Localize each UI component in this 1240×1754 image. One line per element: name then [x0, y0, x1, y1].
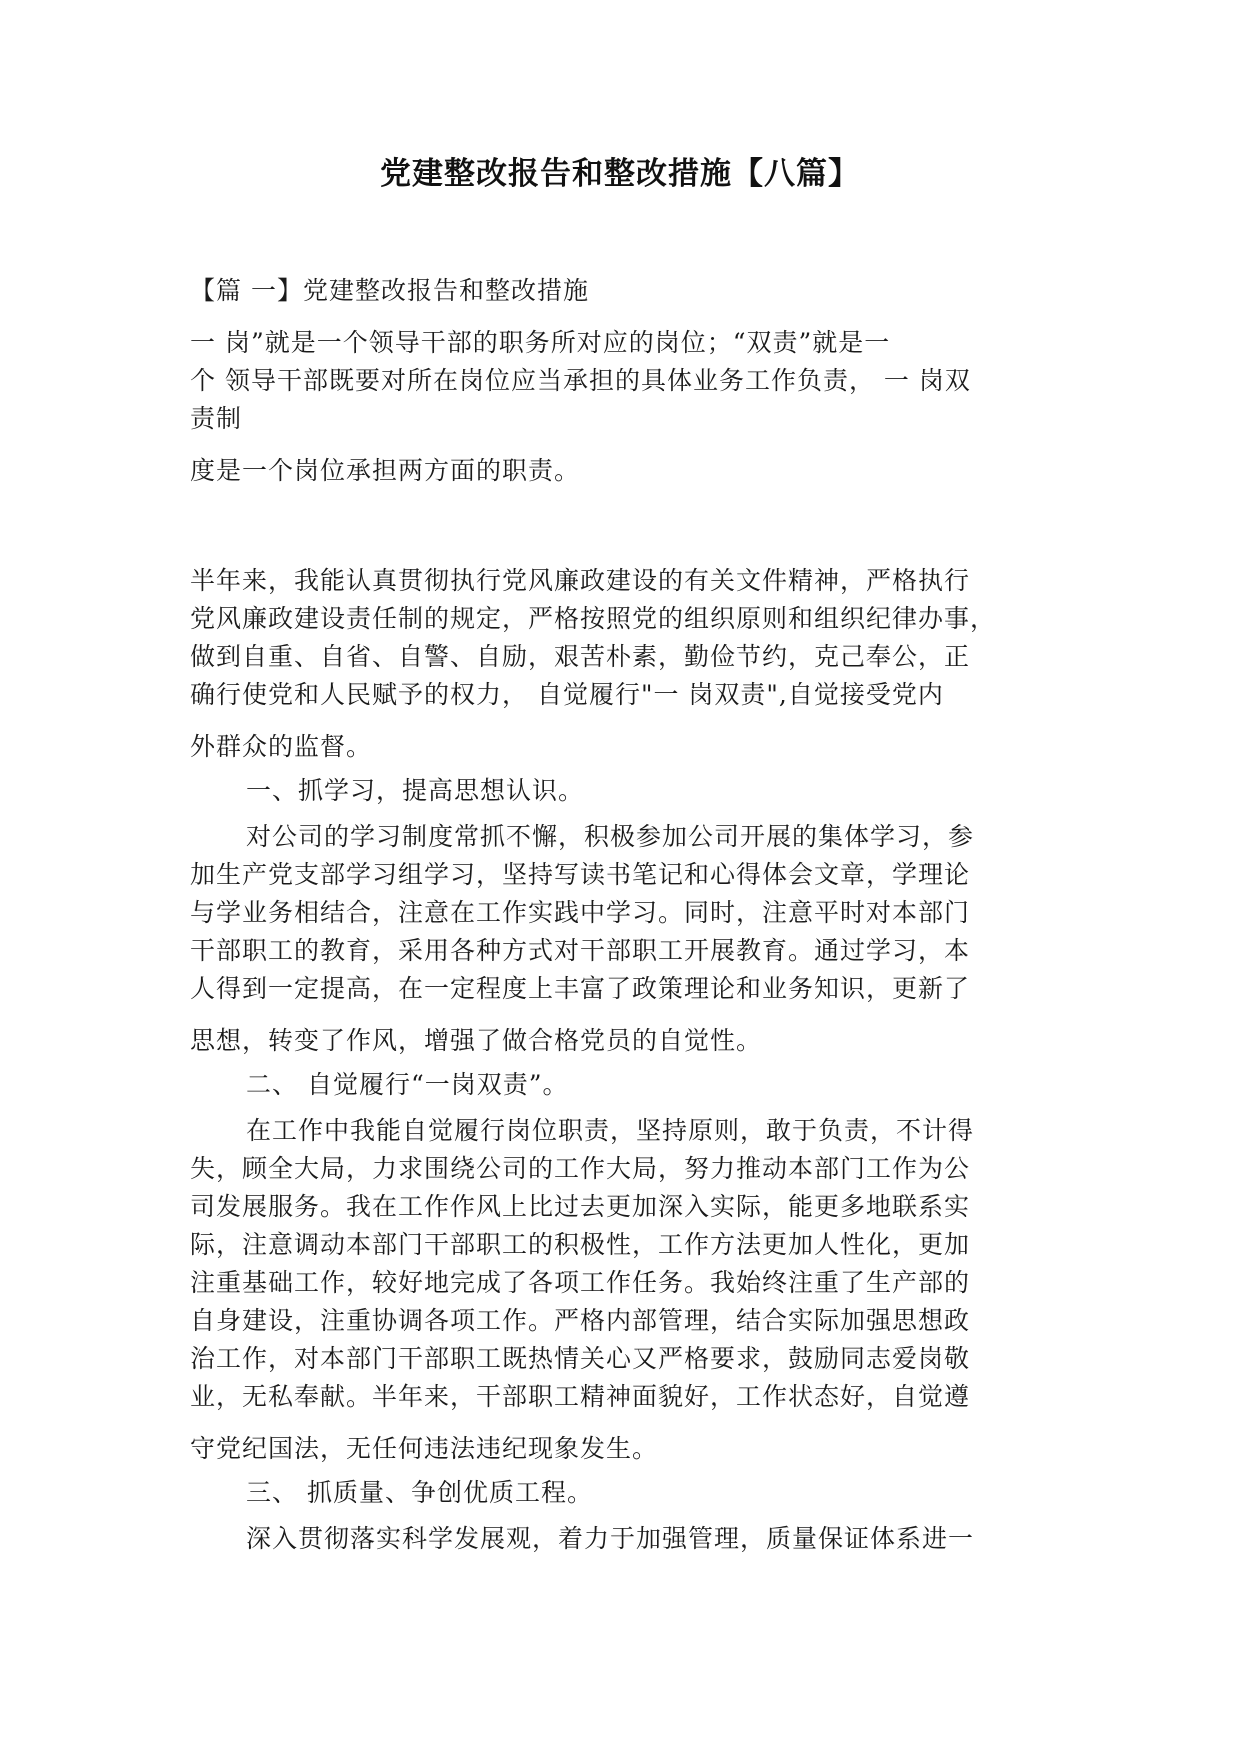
paragraph-line: 人得到一定提高，在一定程度上丰富了政策理论和业务知识，更新了 [190, 974, 971, 1003]
summary-line: 确行使党和人民赋予的权力， 自觉履行"一 岗双责",自觉接受党内 [190, 680, 944, 709]
intro-line: 一 岗”就是一个领导干部的职务所对应的岗位；“双责”就是一 [190, 328, 891, 357]
paragraph-line: 业，无私奉献。半年来，干部职工精神面貌好，工作状态好，自觉遵 [190, 1382, 971, 1411]
paragraph-line: 际，注意调动本部门干部职工的积极性，工作方法更加人性化，更加 [190, 1230, 971, 1259]
paragraph-tail: 守党纪国法，无任何违法违纪现象发生。 [190, 1434, 659, 1463]
paragraph-line: 在工作中我能自觉履行岗位职责，坚持原则，敢于负责，不计得 [246, 1116, 975, 1145]
intro-line: 责制 [190, 404, 243, 433]
intro-tail: 度是一个岗位承担两方面的职责。 [190, 456, 581, 485]
point-heading-3: 三、 抓质量、争创优质工程。 [246, 1478, 593, 1507]
summary-tail: 外群众的监督。 [190, 732, 373, 761]
summary-line: 半年来，我能认真贯彻执行党风廉政建设的有关文件精神，严格执行 [190, 566, 971, 595]
document-body [190, 272, 1060, 1558]
paragraph-line: 加生产党支部学习组学习，坚持写读书笔记和心得体会文章，学理论 [190, 860, 971, 889]
summary-line: 党风廉政建设责任制的规定，严格按照党的组织原则和组织纪律办事， [190, 604, 997, 633]
paragraph-line: 对公司的学习制度常抓不懈，积极参加公司开展的集体学习，参 [246, 822, 975, 851]
intro-line: 个 领导干部既要对所在岗位应当承担的具体业务工作负责， 一 岗双 [190, 366, 971, 395]
section-heading: 【篇 一】党建整改报告和整改措施 [190, 276, 589, 305]
point-heading-2: 二、 自觉履行“一岗双责”。 [246, 1070, 569, 1099]
paragraph-line: 干部职工的教育，采用各种方式对干部职工开展教育。通过学习，本 [190, 936, 971, 965]
paragraph-line: 注重基础工作，较好地完成了各项工作任务。我始终注重了生产部的 [190, 1268, 971, 1297]
paragraph-line: 司发展服务。我在工作作风上比过去更加深入实际，能更多地联系实 [190, 1192, 971, 1221]
paragraph-line: 与学业务相结合，注意在工作实践中学习。同时，注意平时对本部门 [190, 898, 971, 927]
point-heading-1: 一、抓学习，提高思想认识。 [246, 776, 585, 805]
document-title: 党建整改报告和整改措施【八篇】 [380, 156, 860, 192]
paragraph-line: 失，顾全大局，力求围绕公司的工作大局，努力推动本部门工作为公 [190, 1154, 971, 1183]
summary-line: 做到自重、自省、自警、自励，艰苦朴素，勤俭节约，克己奉公，正 [190, 642, 971, 671]
paragraph-line: 自身建设，注重协调各项工作。严格内部管理，结合实际加强思想政 [190, 1306, 971, 1335]
paragraph-tail: 思想，转变了作风，增强了做合格党员的自觉性。 [190, 1026, 763, 1055]
paragraph-line: 治工作，对本部门干部职工既热情关心又严格要求，鼓励同志爱岗敬 [190, 1344, 971, 1373]
paragraph-line: 深入贯彻落实科学发展观，着力于加强管理，质量保证体系进一 [246, 1524, 975, 1553]
